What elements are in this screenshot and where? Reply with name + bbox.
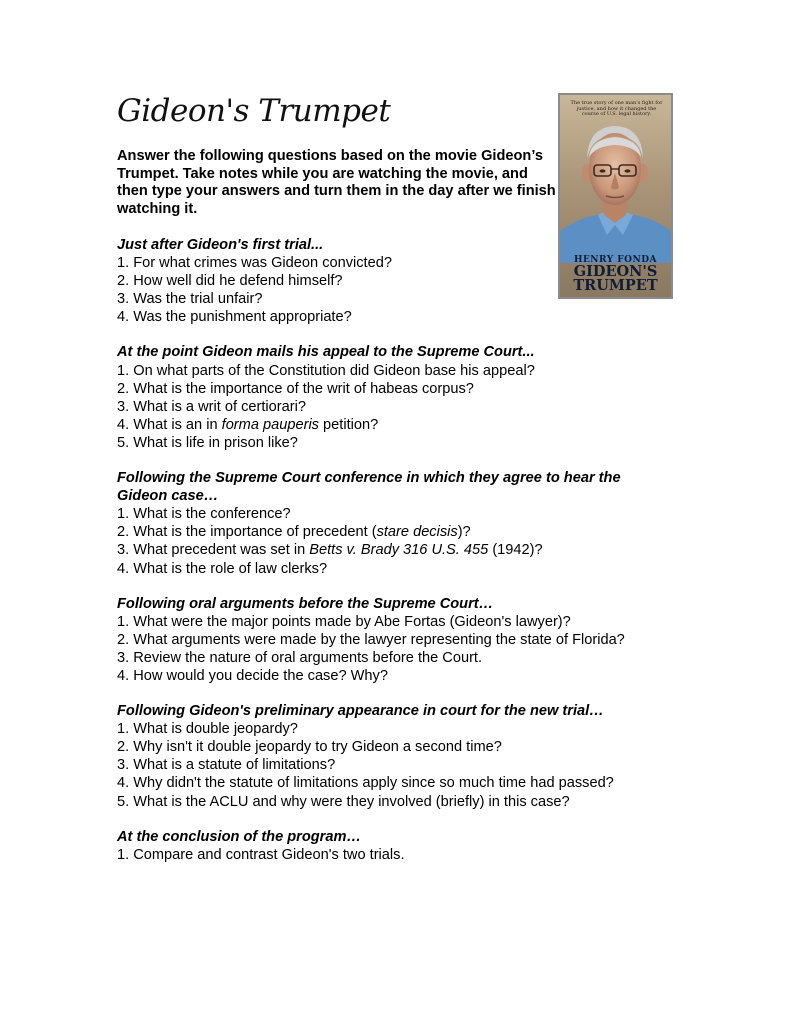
section-conclusion	[117, 828, 677, 864]
section-heading: Following Gideon's preliminary appearance in court for the new trial…	[117, 703, 604, 720]
section-heading: At the conclusion of the program…	[117, 828, 362, 845]
question-sections	[117, 236, 677, 881]
instructions-paragraph: Answer the following questions based on the movie Gideon’s Trumpet. Take notes while you are watching the movie, and then type your answers and turn them in the day after we finish watching it.	[117, 148, 556, 217]
document-title: Gideon's Trumpet	[117, 93, 391, 129]
question-italic-term: Betts v. Brady 316 U.S. 455	[309, 542, 489, 559]
question-italic-term: stare decisis	[376, 524, 458, 541]
poster-actor-name: HENRY FONDA	[573, 255, 658, 265]
question-item: 1. What is the conference?	[117, 506, 291, 523]
question-item: 2. What arguments were made by the lawyer representing the state of Florida?	[117, 631, 625, 648]
question-item: 5. What is the ACLU and why were they involved (briefly) in this case?	[117, 793, 570, 810]
question-item: 4. How would you decide the case? Why?	[117, 667, 388, 684]
question-text: 3. What precedent was set in	[117, 542, 310, 559]
question-text: 2. What is the importance of precedent (	[117, 524, 377, 541]
question-item: 1. For what crimes was Gideon convicted?	[117, 255, 392, 272]
question-item: 3. Review the nature of oral arguments before the Court.	[117, 649, 483, 666]
question-item	[117, 416, 677, 434]
question-item: 1. What is double jeopardy?	[117, 721, 298, 738]
question-item: 3. What is a statute of limitations?	[117, 757, 336, 774]
poster-film-title-line1: GIDEON'S	[573, 263, 658, 280]
section-heading: At the point Gideon mails his appeal to the Supreme Court...	[117, 344, 535, 361]
question-item: 4. Why didn't the statute of limitations apply since so much time had passed?	[117, 775, 614, 792]
section-heading	[117, 469, 677, 505]
question-text: 4. What is an in	[117, 416, 222, 433]
question-item: 1. Compare and contrast Gideon's two trials.	[117, 846, 405, 863]
question-item	[117, 523, 677, 541]
question-item: 2. Why isn't it double jeopardy to try Gideon a second time?	[117, 739, 502, 756]
poster-tagline: The true story of one man's fight for justice, and how it changed the course of U.S. legal history.	[570, 100, 663, 118]
section-heading-line: Following the Supreme Court conference in which they agree to hear the	[117, 470, 621, 487]
section-heading-line: Gideon case…	[117, 488, 219, 505]
question-item: 4. Was the punishment appropriate?	[117, 309, 352, 326]
question-item: 2. What is the importance of the writ of habeas corpus?	[117, 380, 474, 397]
question-item: 3. Was the trial unfair?	[117, 291, 263, 308]
section-oral-arguments	[117, 595, 677, 685]
question-text: petition?	[318, 416, 379, 433]
question-text: (1942)?	[488, 542, 543, 559]
poster-film-title-line2: TRUMPET	[573, 277, 658, 294]
question-item: 5. What is life in prison like?	[117, 434, 298, 451]
section-conference	[117, 469, 677, 578]
question-item: 2. How well did he defend himself?	[117, 273, 343, 290]
question-text: )?	[457, 524, 471, 541]
question-item: 1. On what parts of the Constitution did Gideon base his appeal?	[117, 362, 535, 379]
section-first-trial	[117, 236, 677, 326]
section-appeal	[117, 343, 677, 452]
question-item	[117, 541, 677, 559]
question-italic-term: forma pauperis	[221, 416, 319, 433]
question-item: 4. What is the role of law clerks?	[117, 560, 328, 577]
section-heading: Following oral arguments before the Supreme Court…	[117, 595, 494, 612]
section-heading: Just after Gideon's first trial...	[117, 237, 324, 253]
question-item: 1. What were the major points made by Abe Fortas (Gideon's lawyer)?	[117, 613, 571, 630]
section-new-trial	[117, 702, 677, 811]
question-item: 3. What is a writ of certiorari?	[117, 398, 306, 415]
